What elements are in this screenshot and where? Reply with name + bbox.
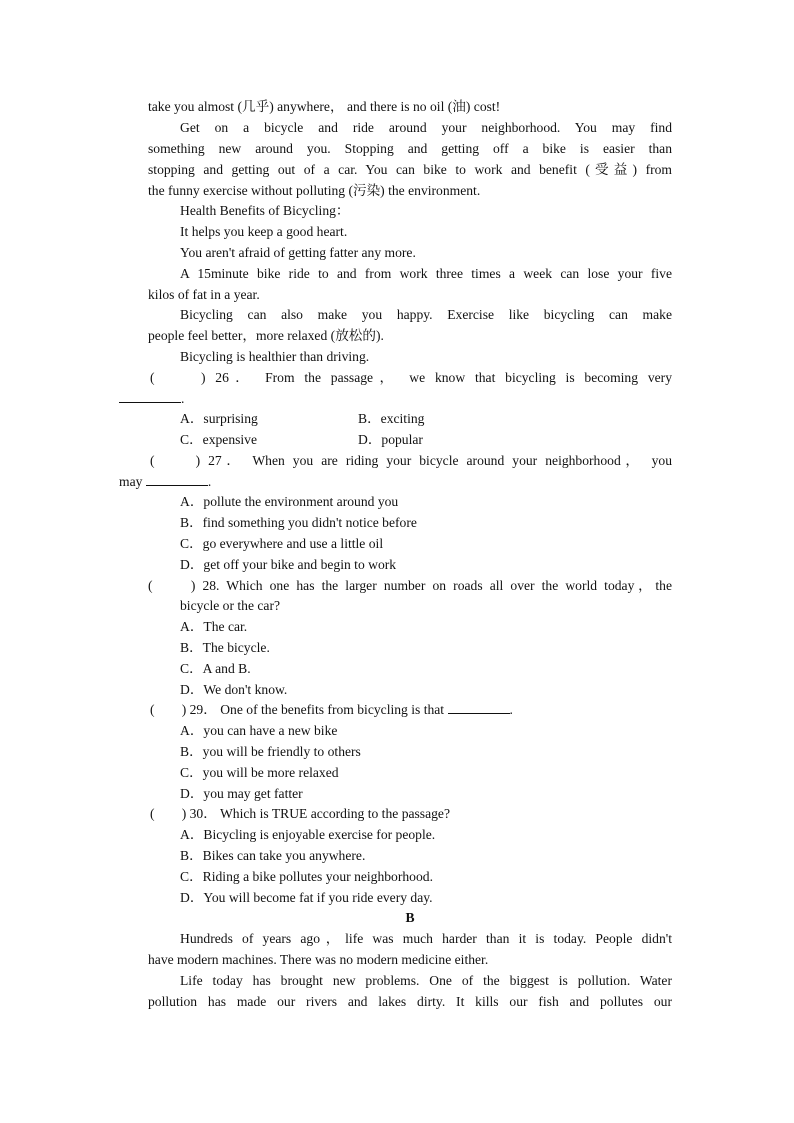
passage-line: Get on a bicycle and ride around your neighborhood. You may find [180, 120, 672, 135]
question-28-option-b: B．The bicycle. [180, 640, 270, 655]
section-b-line: pollution has made our rivers and lakes dirty. It kills our fish and pollutes our [148, 994, 672, 1009]
question-27-blank-line: may . [119, 471, 672, 492]
passage-line: the funny exercise without polluting (污染) the environment. [148, 183, 481, 198]
question-30-stem: ( ) 30． Which is TRUE according to the passage? [150, 806, 450, 821]
question-26-blank-line: . [119, 388, 672, 409]
question-27-option-d: D．get off your bike and begin to work [180, 557, 397, 572]
question-29-option-a: A．you can have a new bike [180, 723, 338, 738]
passage-line: You aren't afraid of getting fatter any more. [180, 245, 416, 260]
passage-line: people feel better，more relaxed (放松的). [148, 328, 384, 343]
option-d: D．popular [358, 432, 423, 447]
section-b-heading: B [405, 910, 415, 925]
section-b-line: have modern machines. There was no modern medicine either. [148, 952, 489, 967]
passage-line: kilos of fat in a year. [148, 287, 260, 302]
option-c: C．expensive [180, 432, 258, 447]
question-28-stem-cont: bicycle or the car? [180, 598, 281, 613]
passage-subheading: Health Benefits of Bicycling： [180, 203, 350, 218]
passage-line: stopping and getting out of a car. You can bike to work and benefit (受益) from [148, 162, 672, 177]
passage-line: Bicycling is healthier than driving. [180, 349, 370, 364]
answer-blank[interactable] [448, 699, 510, 714]
question-30-option-c: C．Riding a bike pollutes your neighborhood. [180, 869, 433, 884]
answer-blank[interactable] [146, 471, 208, 486]
question-30-option-d: D．You will become fat if you ride every day. [180, 890, 433, 905]
option-a: A．surprising [180, 411, 258, 426]
question-27-option-b: B．find something you didn't notice before [180, 515, 417, 530]
question-27-option-c: C．go everywhere and use a little oil [180, 536, 384, 551]
question-29-stem: ( ) 29． One of the benefits from bicycling is that . [150, 699, 672, 720]
passage-line: Bicycling can also make you happy. Exercise like bicycling can make [180, 307, 672, 322]
question-28-option-c: C．A and B. [180, 661, 251, 676]
question-28-option-d: D．We don't know. [180, 682, 288, 697]
question-26-options-row [180, 408, 672, 429]
question-29-option-b: B．you will be friendly to others [180, 744, 361, 759]
question-29-option-c: C．you will be more relaxed [180, 765, 339, 780]
question-29-option-d: D．you may get fatter [180, 786, 303, 801]
passage-line: something new around you. Stopping and getting off a bike is easier than [148, 141, 672, 156]
question-27-option-a: A．pollute the environment around you [180, 494, 399, 509]
answer-blank[interactable] [119, 388, 181, 403]
question-30-option-b: B．Bikes can take you anywhere. [180, 848, 366, 863]
section-b-line: Hundreds of years ago，life was much harder than it is today. People didn't [180, 931, 672, 946]
question-28-stem: ( ) 28. Which one has the larger number on roads all over the world today，the [148, 578, 672, 593]
option-b: B．exciting [358, 411, 425, 426]
passage-line: A 15minute bike ride to and from work three times a week can lose your five [180, 266, 672, 281]
question-26-stem: ( ) 26． From the passage， we know that bicycling is becoming very [150, 370, 672, 385]
question-26-options-row [180, 429, 672, 450]
section-b-line: Life today has brought new problems. One of the biggest is pollution. Water [180, 973, 672, 988]
question-28-option-a: A．The car. [180, 619, 248, 634]
question-30-option-a: A．Bicycling is enjoyable exercise for people. [180, 827, 436, 842]
passage-line: It helps you keep a good heart. [180, 224, 348, 239]
passage-line: take you almost (几乎) anywhere， and there is no oil (油) cost! [148, 99, 501, 114]
question-27-stem: ( ) 27． When you are riding your bicycle around your neighborhood， you [150, 453, 672, 468]
